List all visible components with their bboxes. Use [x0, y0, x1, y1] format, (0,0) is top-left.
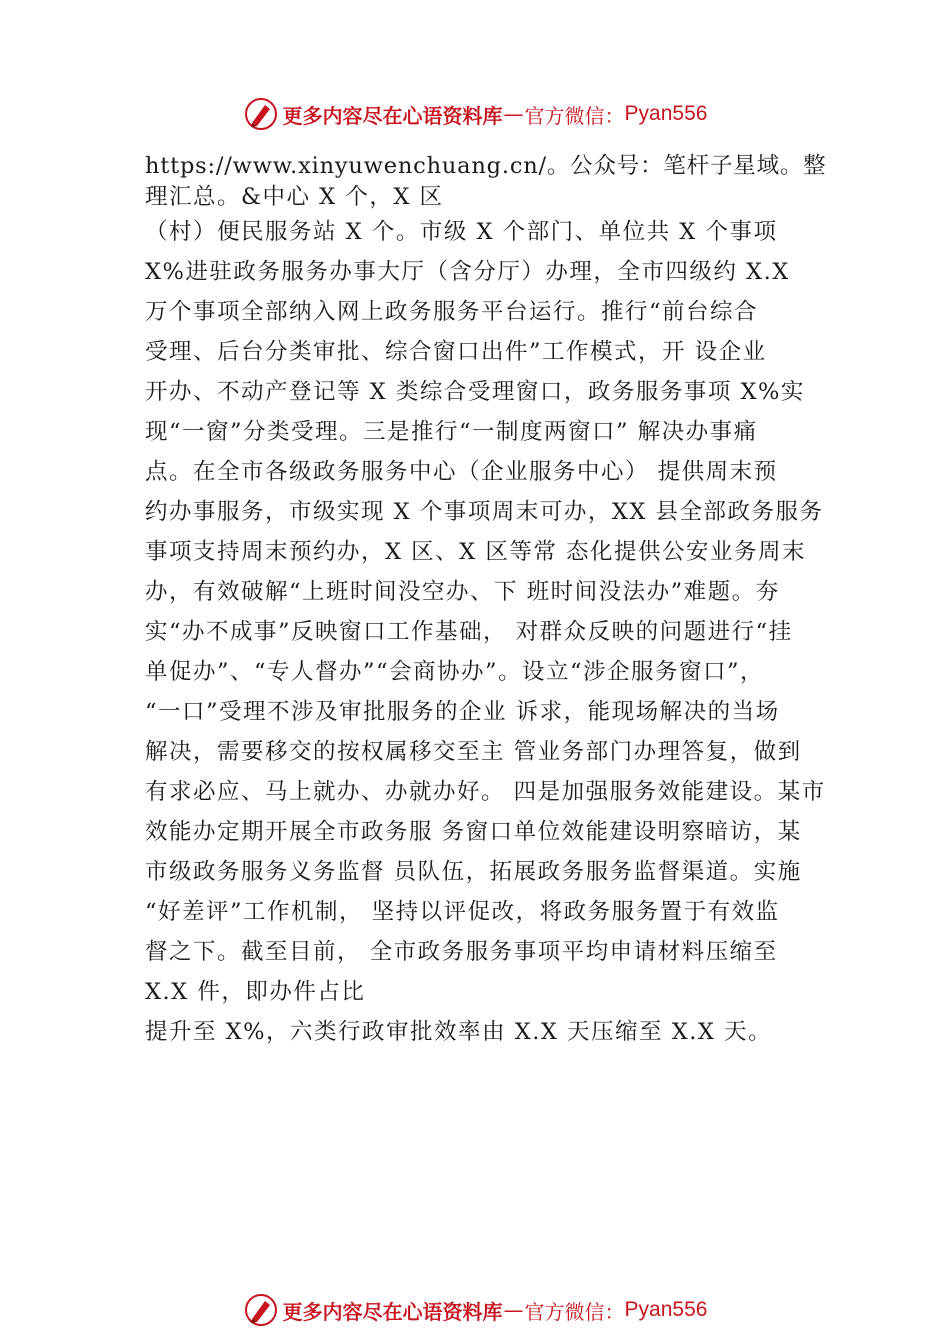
banner-title: 更多内容尽在心语资料库 — [282, 103, 503, 128]
text-line: X.X 件，即办件占比 — [145, 979, 366, 1005]
text-line: 督之下。截至目前， 全市政务服务事项平均申请材料压缩至 — [145, 939, 778, 965]
text-line: 效能办定期开展全市政务服 务窗口单位效能建设明察暗访，某 — [145, 819, 802, 845]
text-line: 点。在全市各级政务服务中心（企业服务中心） 提供周末预 — [145, 459, 778, 485]
text-line: https://www.xinyuwenchuang.cn/。公众号：笔杆子星域。整 — [145, 153, 827, 179]
banner-dash: — — [503, 102, 524, 126]
banner-official-label: 官方微信： — [524, 1299, 625, 1324]
pen-logo-icon — [243, 96, 279, 132]
banner-wechat-id: Pyan556 — [624, 1298, 708, 1321]
document-body — [145, 150, 835, 1052]
text-line: 现“一窗”分类受理。三是推行“一制度两窗口” 解决办事痛 — [145, 419, 758, 445]
banner-official-label: 官方微信： — [524, 103, 625, 128]
text-line: 市级政务服务义务监督 员队伍，拓展政务服务监督渠道。实施 — [145, 859, 802, 885]
text-line: 有求必应、马上就办、办就办好。 四是加强服务效能建设。某市 — [145, 779, 826, 805]
text-line: 开办、不动产登记等 X 类综合受理窗口，政务服务事项 X%实 — [145, 379, 805, 405]
text-line: 万个事项全部纳入网上政务服务平台运行。推行“前台综合 — [145, 299, 759, 325]
text-line: 实“办不成事”反映窗口工作基础， 对群众反映的问题进行“挂 — [145, 619, 793, 645]
text-line: 办，有效破解“上班时间没空办、下 班时间没法办”难题。夯 — [145, 579, 780, 605]
pen-logo-icon — [243, 1292, 279, 1328]
header-banner — [0, 94, 950, 134]
text-line: 理汇总。&中心 X 个，X 区 — [145, 184, 444, 210]
text-line: “一口”受理不涉及审批服务的企业 诉求，能现场解决的当场 — [145, 699, 780, 725]
footer-banner — [0, 1290, 950, 1330]
text-line: “好差评”工作机制， 坚持以评促改，将政务服务置于有效监 — [145, 899, 780, 925]
banner-wechat-id: Pyan556 — [624, 102, 708, 125]
text-line: X%进驻政务服务办事大厅（含分厅）办理，全市四级约 X.X — [145, 259, 790, 285]
text-line: 单促办”、“专人督办”“会商协办”。设立“涉企服务窗口”， — [145, 659, 765, 685]
banner-title: 更多内容尽在心语资料库 — [282, 1299, 503, 1324]
text-line: 解决，需要移交的按权属移交至主 管业务部门办理答复，做到 — [145, 739, 802, 765]
text-line: 约办事服务，市级实现 X 个事项周末可办，XX 县全部政务服务 — [145, 499, 824, 525]
text-line: 提升至 X%，六类行政审批效率由 X.X 天压缩至 X.X 天。 — [145, 1019, 773, 1045]
text-line: （村）便民服务站 X 个。市级 X 个部门、单位共 X 个事项 — [145, 219, 778, 245]
banner-dash: — — [503, 1298, 524, 1322]
text-line: 事项支持周末预约办，X 区、X 区等常 态化提供公安业务周末 — [145, 539, 806, 565]
text-line: 受理、后台分类审批、综合窗口出件”工作模式，开 设企业 — [145, 339, 767, 365]
